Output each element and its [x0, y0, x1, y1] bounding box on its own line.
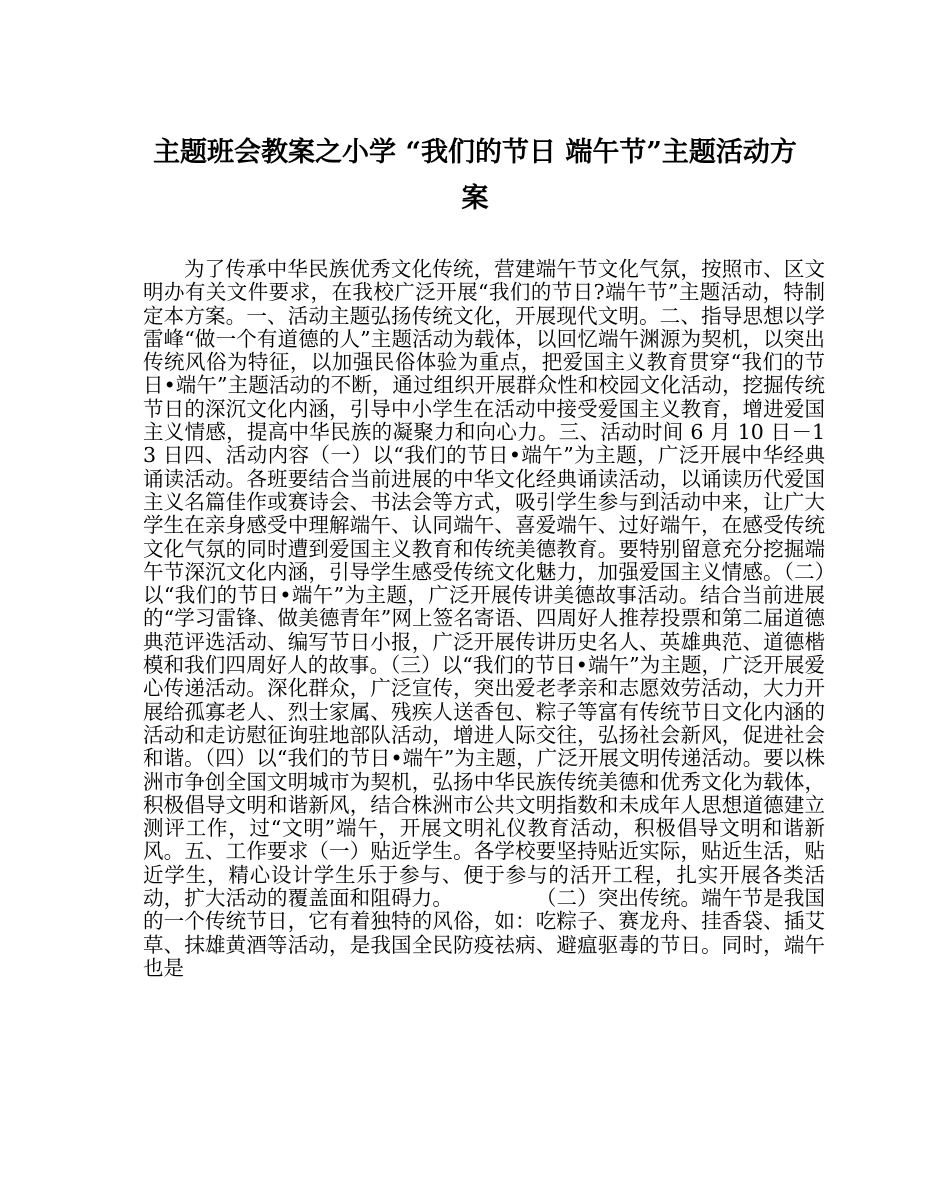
document-title: 主题班会教案之小学 “我们的节日 端午节”主题活动方案 [153, 137, 797, 214]
document-body: 为了传承中华民族优秀文化传统，营建端午节文化气氛，按照市、区文明办有关文件要求，在我校广泛开展“我们的节日?端午节”主题活动，特制定本方案。一、活动主题弘扬传统文化，开展现代文明。二、指导思想以学雷峰“做一个有道德的人”主题活动为载体，以回忆端午渊源为契机，以突出传统风俗为特征，以加强民俗体验为重点，把爱国主义教育贯穿“我们的节日•端午”主题活动的不断，通过组织开展群众性和校园文化活动，挖掘传统节日的深沉文化内涵，引导中小学生在活动中接受爱国主义教育，增进爱国主义情感，提高中华民族的凝聚力和向心力。三、活动时间 6 月 10 日－13 日四、活动内容（一）以“我们的节日•端午”为主题，广泛开展中华经典诵读活动。各班要结合当前进展的中华文化经典诵读活动，以诵读历代爱国主义名篇佳作或赛诗会、书法会等方式，吸引学生参与到活动中来，让广大学生在亲身感受中理解端午、认同端午、喜爱端午、过好端午，在感受传统文化气氛的同时遭到爱国主义教育和传统美德教育。要特别留意充分挖掘端午节深沉文化内涵，引导学生感受传统文化魅力，加强爱国主义情感。（二）以“我们的节日•端午”为主题，广泛开展传讲美德故事活动。结合当前进展的“学习雷锋、做美德青年”网上签名寄语、四周好人推荐投票和第二届道德典范评选活动、编写节日小报，广泛开展传讲历史名人、英雄典范、道德楷模和我们四周好人的故事。（三）以“我们的节日•端午”为主题，广泛开展爱心传递活动。深化群众，广泛宣传，突出爱老孝亲和志愿效劳活动，大力开展给孤寡老人、烈士家属、残疾人送香包、粽子等富有传统节日文化内涵的活动和走访慰征询驻地部队活动，增进人际交往，弘扬社会新风，促进社会和谐。（四）以“我们的节日•端午”为主题，广泛开展文明传递活动。要以株洲市争创全国文明城市为契机，弘扬中华民族传统美德和优秀文化为载体，积极倡导文明和谐新风，结合株洲市公共文明指数和未成年人思想道德建立测评工作，过“文明”端午，开展文明礼仪教育活动，积极倡导文明和谐新风。五、工作要求（一）贴近学生。各学校要坚持贴近实际，贴近生活，贴近学生，精心设计学生乐于参与、便于参与的活开工程，扎实开展各类活动，扩大活动的覆盖面和阻碍力。 （二）突出传统。端午节是我国的一个传统节日，它有着独特的风俗，如：吃粽子、赛龙舟、挂香袋、插艾草、抹雄黄酒等活动，是我国全民防疫祛病、避瘟驱毒的节日。同时，端午也是 [143, 257, 825, 980]
